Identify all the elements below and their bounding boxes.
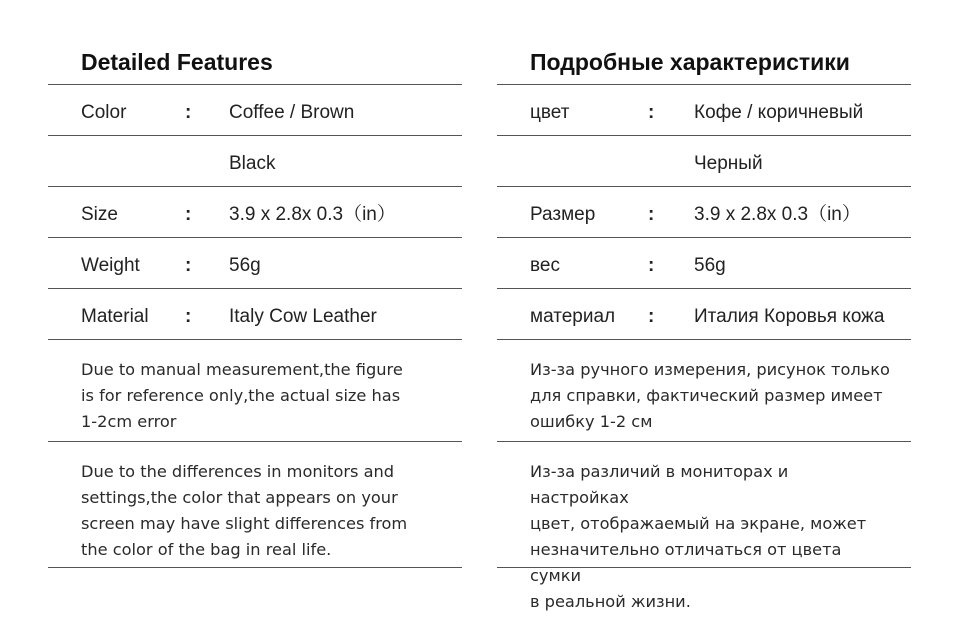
spec-label: материал: [530, 306, 616, 327]
color-difference-note: Due to the differences in monitors and settings,the color that appears on your screen may have slight differences from the color of the bag in real life.: [48, 442, 462, 568]
spec-row-size: [497, 187, 911, 238]
spec-value: 56g: [229, 255, 261, 276]
spec-value: Black: [229, 153, 276, 174]
measurement-note: Из-за ручного измерения, рисунок только для справки, фактический размер имеет ошибку 1-2 см: [497, 340, 911, 442]
spec-separator: :: [185, 306, 192, 327]
color-difference-note: Из-за различий в мониторах и настройках цвет, отображаемый на экране, может незначительно отличаться от цвета сумки в реальной жизни.: [497, 442, 911, 568]
spec-value: Coffee / Brown: [229, 102, 355, 123]
spec-separator: :: [648, 306, 655, 327]
spec-label: Material: [81, 306, 149, 327]
spec-value: Италия Коровья кожа: [694, 306, 885, 327]
spec-row-color: [497, 85, 911, 136]
spec-separator: :: [648, 102, 655, 123]
russian-title: Подробные характеристики: [497, 40, 911, 85]
english-title: Detailed Features: [48, 40, 462, 85]
spec-label: Weight: [81, 255, 140, 276]
spec-separator: :: [185, 102, 192, 123]
spec-value: Черный: [694, 153, 763, 174]
spec-separator: :: [648, 204, 655, 225]
english-features-panel: [48, 40, 462, 568]
spec-label: цвет: [530, 102, 570, 123]
spec-row-weight: [48, 238, 462, 289]
spec-label: Size: [81, 204, 118, 225]
spec-value: 56g: [694, 255, 726, 276]
spec-value: 3.9 x 2.8x 0.3（in）: [229, 204, 396, 225]
spec-row-material: [497, 289, 911, 340]
spec-row-weight: [497, 238, 911, 289]
spec-value: 3.9 x 2.8x 0.3（in）: [694, 204, 861, 225]
spec-row-size: [48, 187, 462, 238]
spec-label: вес: [530, 255, 560, 276]
spec-row-color-alt: [48, 136, 462, 187]
spec-label: Color: [81, 102, 127, 123]
russian-features-panel: [497, 40, 911, 611]
spec-value: Italy Cow Leather: [229, 306, 377, 327]
spec-row-material: [48, 289, 462, 340]
spec-separator: :: [648, 255, 655, 276]
spec-separator: :: [185, 204, 192, 225]
spec-label: Размер: [530, 204, 596, 225]
spec-row-color: [48, 85, 462, 136]
spec-row-color-alt: [497, 136, 911, 187]
spec-value: Кофе / коричневый: [694, 102, 864, 123]
spec-separator: :: [185, 255, 192, 276]
measurement-note: Due to manual measurement,the figure is for reference only,the actual size has 1-2cm error: [48, 340, 462, 442]
